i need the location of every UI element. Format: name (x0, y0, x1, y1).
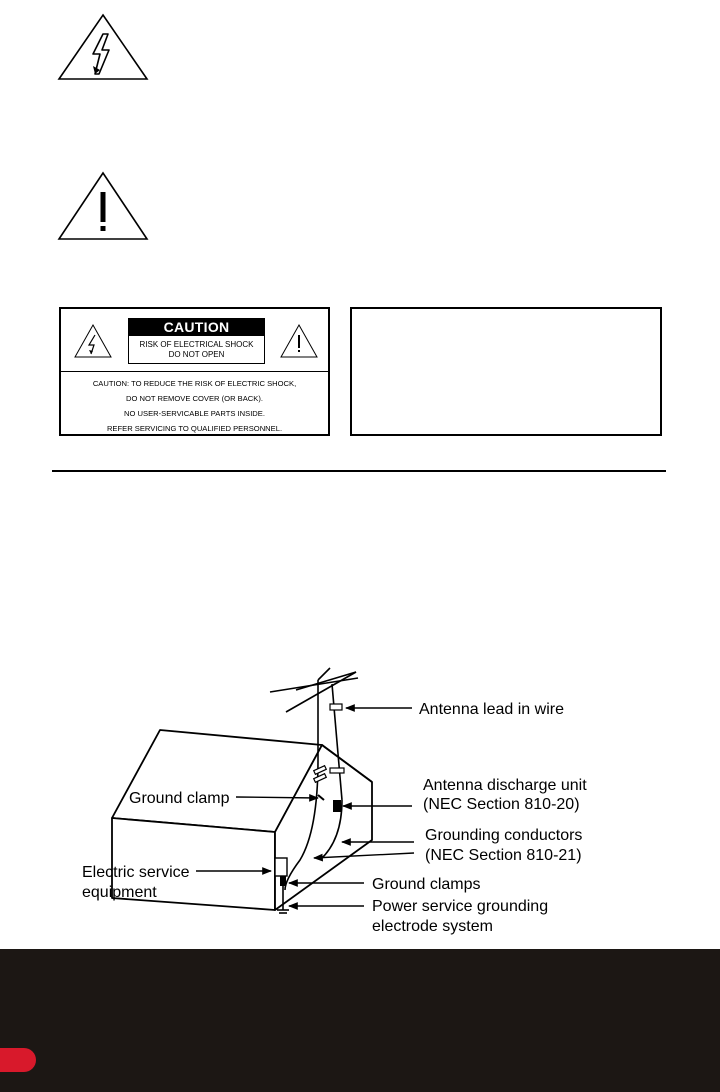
caution-title: CAUTION (128, 318, 265, 336)
label-grounding-conductors: Grounding conductors (425, 827, 583, 844)
caution-subtitle-line: RISK OF ELECTRICAL SHOCK (139, 340, 254, 349)
label-ground-clamp: Ground clamp (129, 790, 230, 807)
label-ground-clamps: Ground clamps (372, 876, 481, 893)
lightning-warning-icon (56, 12, 150, 82)
label-electric-service-equipment: equipment (82, 884, 157, 901)
exclamation-warning-icon (56, 170, 150, 242)
label-grounding-conductors-nec: (NEC Section 810-21) (425, 847, 582, 864)
antenna-grounding-diagram (0, 655, 720, 945)
caution-text-line: CAUTION: TO REDUCE THE RISK OF ELECTRIC SHOCK, (92, 379, 297, 388)
section-divider (52, 470, 666, 472)
caution-text-line: NO USER-SERVICABLE PARTS INSIDE. (124, 409, 265, 418)
label-power-service: Power service grounding (372, 898, 549, 915)
label-antenna-lead: Antenna lead in wire (419, 701, 564, 718)
label-electrode-system: electrode system (372, 918, 493, 935)
page-number-tab (0, 1048, 36, 1072)
caution-text-line: DO NOT REMOVE COVER (OR BACK). (126, 394, 263, 403)
caution-text-line: REFER SERVICING TO QUALIFIED PERSONNEL. (106, 424, 283, 433)
label-discharge-unit-nec: (NEC Section 810-20) (423, 796, 580, 813)
lightning-warning-icon (73, 323, 113, 359)
label-electric-service: Electric service (82, 864, 190, 881)
caution-label (59, 307, 330, 436)
label-discharge-unit: Antenna discharge unit (423, 777, 587, 794)
caution-subtitle (128, 336, 265, 364)
caution-text (61, 376, 328, 436)
caution-subtitle-line: DO NOT OPEN (168, 350, 225, 359)
page-footer (0, 949, 720, 1092)
empty-frame (350, 307, 662, 436)
exclamation-warning-icon (279, 323, 319, 359)
